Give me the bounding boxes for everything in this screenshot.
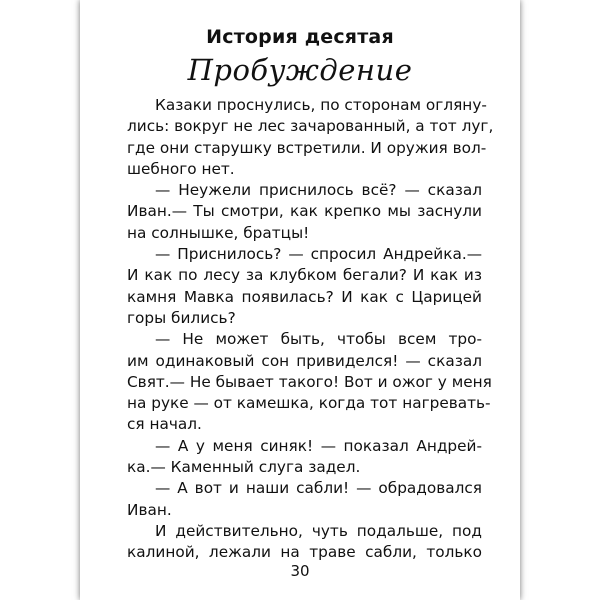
book-page [80, 0, 520, 600]
page-number: 30 [290, 562, 310, 580]
text-line: ся начал. [127, 415, 202, 434]
text-line: — А вот и наши сабли! — обрадовался [155, 479, 482, 498]
text-line: — А у меня синяк! — показал Андрей- [155, 436, 482, 455]
body-text [127, 95, 494, 564]
text-line: Казаки проснулись, по сторонам огляну- [155, 96, 487, 114]
text-line: на солнышке, братцы! [127, 223, 310, 242]
text-line: Свят.— Не бывает такого! Вот и ожог у меня [127, 372, 492, 391]
text-line: шебного нет. [127, 159, 235, 178]
text-line: — Не может быть, чтобы всем тро- [155, 330, 482, 349]
text-line: ка.— Каменный слуга задел. [127, 458, 361, 477]
text-line: — Приснилось? — спросил Андрейка.— [155, 245, 482, 264]
text-line: И как по лесу за клубком бегали? И как из [127, 266, 482, 285]
text-line: им одинаковый сон привиделся! — сказал [127, 351, 482, 370]
text-line: — Неужели приснилось всё? — сказал [155, 181, 482, 200]
text-line: И действительно, чуть подальше, под [155, 521, 482, 540]
text-line: камня Мавка появилась? И как с Царицей [127, 287, 482, 306]
text-line: Иван. [127, 500, 172, 519]
text-line: на руке — от камешка, когда тот нагревать- [127, 394, 491, 413]
text-line: Иван.— Ты смотри, как крепко мы заснули [127, 202, 482, 221]
text-line: горы бились? [127, 308, 236, 327]
text-line: калиной, лежали на траве сабли, только [127, 543, 482, 562]
story-header: История десятая [206, 26, 394, 48]
text-line: лись: вокруг не лес зачарованный, а тот луг, [127, 117, 494, 136]
text-line: где они старушку встретили. И оружия вол- [127, 138, 487, 157]
chapter-title: Пробуждение [187, 53, 413, 87]
